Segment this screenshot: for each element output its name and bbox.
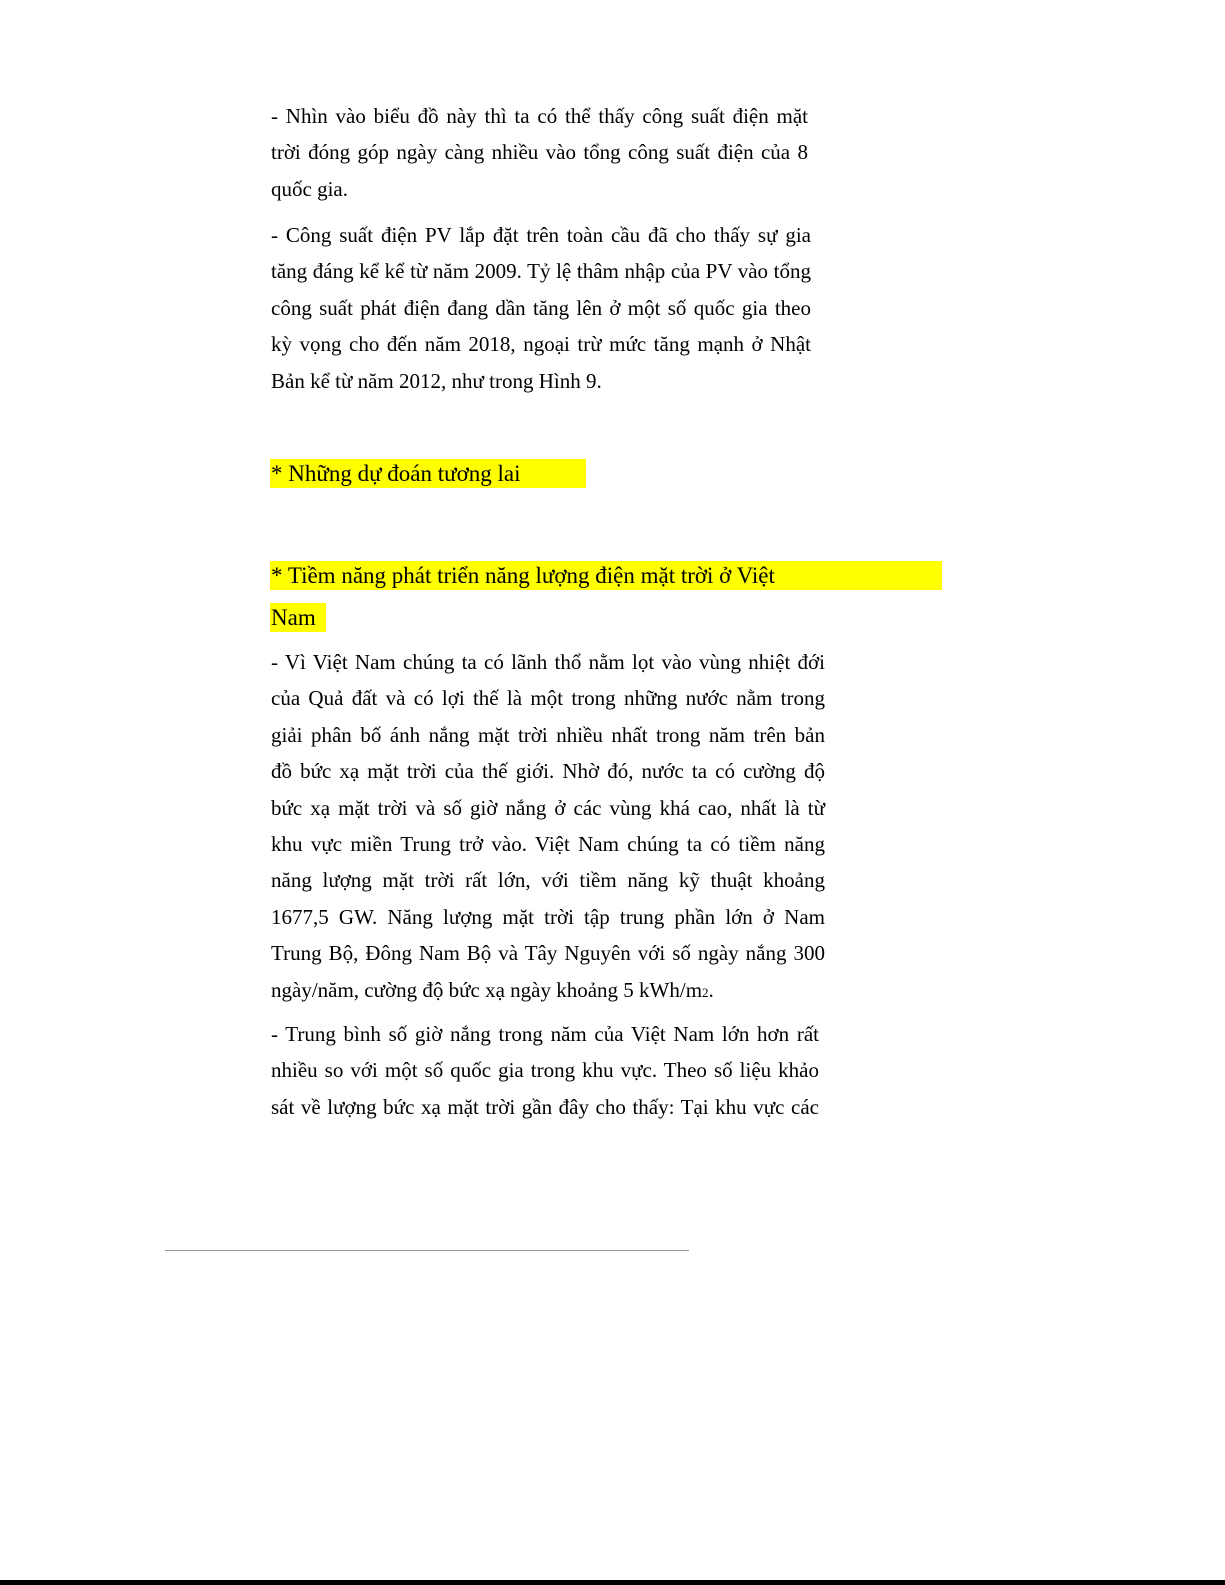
text-fragment: . [708,977,714,1002]
highlighted-heading-text: Nam [270,603,326,632]
text-line: của Quả đất và có lợi thế là một trong những nước nằm trong [271,686,825,711]
text-line: giải phân bố ánh nắng mặt trời nhiều nhất trong năm trên bản [271,722,825,747]
text-line: kỳ vọng cho đến năm 2018, ngoại trừ mức tăng mạnh ở Nhật [271,332,811,357]
text-line: Trung Bộ, Đông Nam Bộ và Tây Nguyên với số ngày nắng 300 [271,941,825,966]
text-line: - Công suất điện PV lắp đặt trên toàn cầu đã cho thấy sự gia [271,223,811,247]
paragraph-chart-observation [271,98,808,207]
paragraph-sunshine-hours [271,1016,819,1125]
text-line: công suất phát điện đang dần tăng lên ở một số quốc gia theo [271,295,811,320]
text-line: trời đóng góp ngày càng nhiều vào tổng công suất điện của 8 [271,140,808,165]
heading-future-predictions [270,459,586,488]
text-line: Bản kể từ năm 2012, như trong Hình 9. [271,368,602,393]
text-line: khu vực miền Trung trở vào. Việt Nam chúng ta có tiềm năng [271,832,825,857]
text-line: nhiều so với một số quốc gia trong khu vực. Theo số liệu khảo [271,1058,819,1083]
text-line: - Vì Việt Nam chúng ta có lãnh thổ nằm lọt vào vùng nhiệt đới [271,650,825,674]
heading-vietnam-solar-potential [270,561,942,632]
text-line: năng lượng mặt trời rất lớn, với tiềm năng kỹ thuật khoảng [271,868,825,893]
text-fragment: ngày/năm, cường độ bức xạ ngày khoảng 5 kWh/m [271,977,703,1002]
paragraph-pv-capacity [271,217,811,399]
text-line: quốc gia. [271,176,348,201]
page-bottom-border [0,1580,1225,1585]
text-line: - Trung bình số giờ nắng trong năm của Việt Nam lớn hơn rất [271,1022,819,1046]
footer-divider [165,1250,689,1251]
paragraph-vietnam-territory [271,644,825,1011]
text-line: đồ bức xạ mặt trời của thế giới. Nhờ đó, nước ta có cường độ [271,759,825,784]
text-line: sát về lượng bức xạ mặt trời gần đây cho thấy: Tại khu vực các [271,1094,819,1119]
text-line: tăng đáng kể kể từ năm 2009. Tỷ lệ thâm nhập của PV vào tổng [271,259,811,284]
text-line [271,972,825,1011]
text-line: - Nhìn vào biểu đồ này thì ta có thể thấy công suất điện mặt [271,104,808,128]
text-line: 1677,5 GW. Năng lượng mặt trời tập trung phần lớn ở Nam [271,904,825,929]
subscript-unit: 2 [702,984,709,1000]
text-line: bức xạ mặt trời và số giờ nắng ở các vùng khá cao, nhất là từ [271,795,825,820]
highlighted-heading-text: * Tiềm năng phát triển năng lượng điện mặt trời ở Việt [270,561,942,590]
highlighted-heading-text: * Những dự đoán tương lai [270,459,586,488]
